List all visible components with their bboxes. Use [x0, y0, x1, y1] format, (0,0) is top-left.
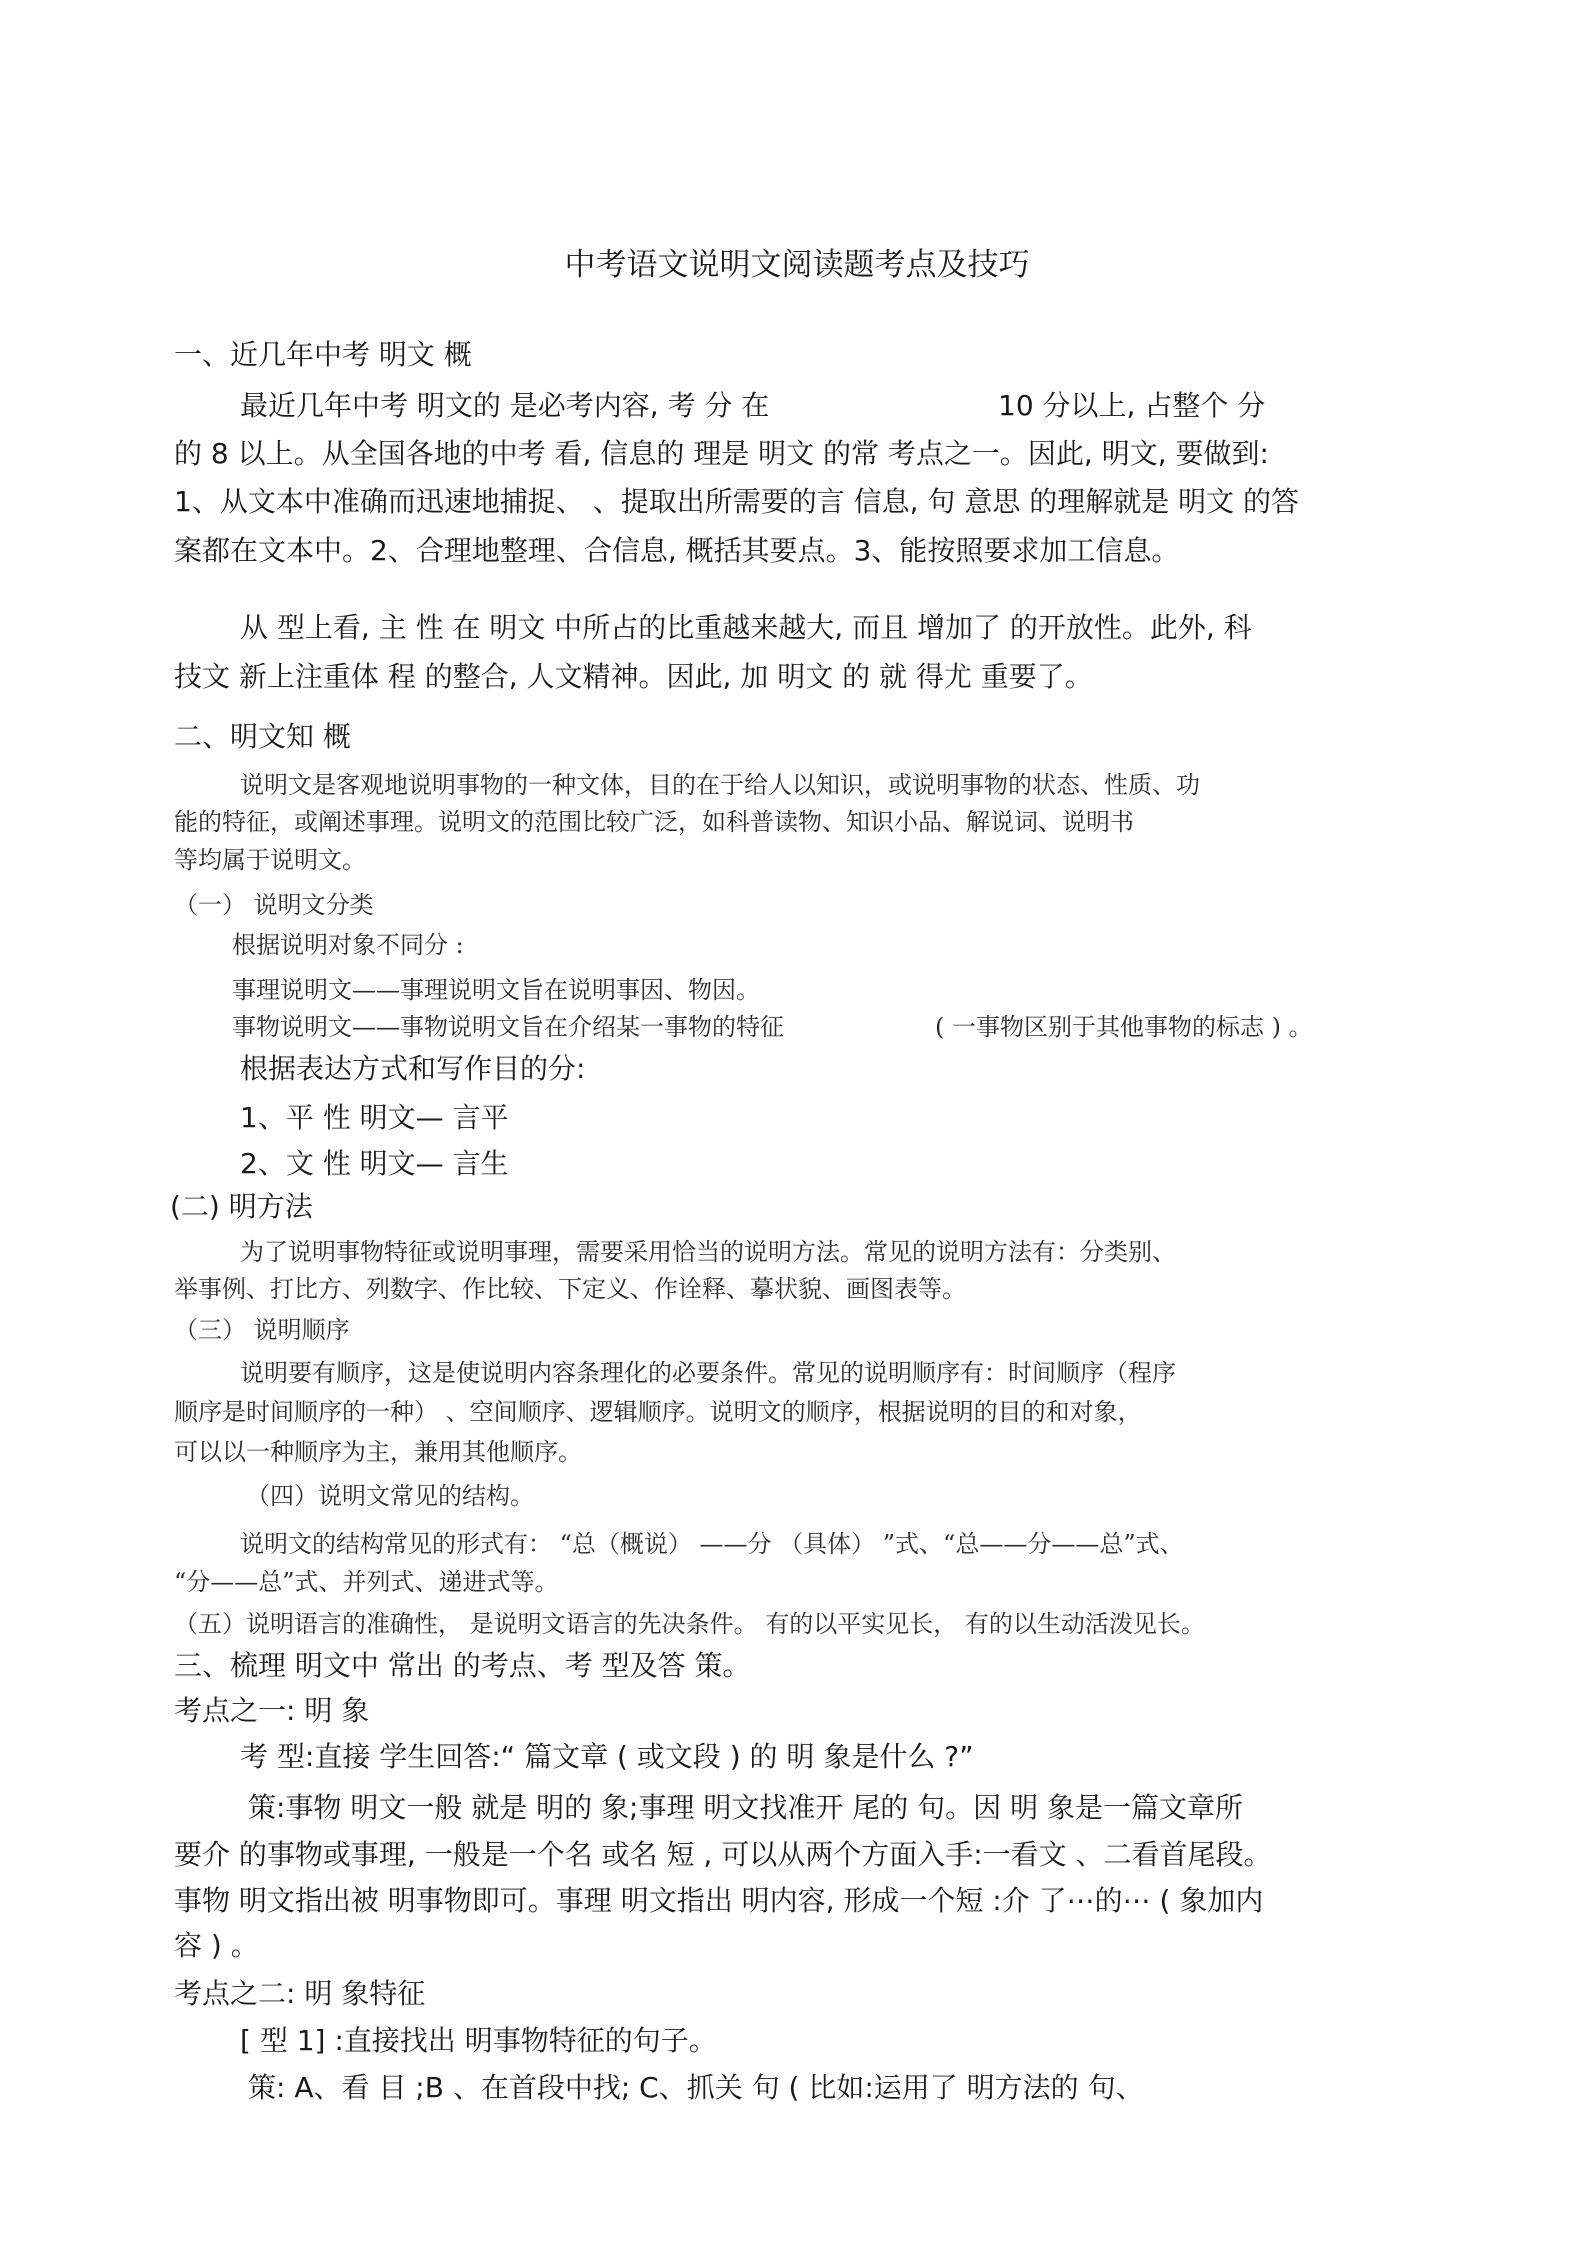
paragraph-line: 说明文的结构常见的形式有： “总（概说） ——分 （具体） ”式、“总——分——总”式、	[240, 1530, 1184, 1558]
list-item: 1、平 性 明文— 言平	[240, 1101, 509, 1134]
list-item: 2、文 性 明文— 言生	[240, 1147, 509, 1180]
paragraph-line: ( 一事物区别于其他事物的标志 ) 。	[935, 1013, 1313, 1041]
document-title: 中考语文说明文阅读题考点及技巧	[564, 247, 1030, 283]
paragraph-line: 事物 明文指出被 明事物即可。事理 明文指出 明内容, 形成一个短 :介 了⋯的⋯ ( 象加内	[174, 1884, 1264, 1917]
paragraph-line: 说明文是客观地说明事物的一种文体，目的在于给人以知识，或说明事物的状态、性质、功	[240, 771, 1200, 799]
subsection-heading: （四）说明文常见的结构。	[246, 1482, 534, 1510]
paragraph-line: 事理说明文——事理说明文旨在说明事因、物因。	[232, 976, 760, 1004]
paragraph-line: 顺序是时间顺序的一种） 、空间顺序、逻辑顺序。说明文的顺序，根据说明的目的和对象，	[174, 1398, 1142, 1426]
paragraph-line: 举事例、打比方、列数字、作比较、下定义、作诠释、摹状貌、画图表等。	[174, 1275, 966, 1303]
paragraph-line: 从 型上看, 主 性 在 明文 中所占的比重越来越大, 而且 增加了 的开放性。此外, 科	[240, 611, 1252, 644]
subsection-heading: （五）说明语言的准确性， 是说明文语言的先决条件。 有的以平实见长， 有的以生动活泼见长。	[174, 1610, 1205, 1638]
paragraph-line: 为了说明事物特征或说明事理，需要采用恰当的说明方法。常见的说明方法有：分类别、	[240, 1238, 1176, 1266]
paragraph-line: 要介 的事物或事理, 一般是一个名 或名 短 , 可以从两个方面入手:一看文 、二看首尾段。	[174, 1838, 1272, 1871]
paragraph-line: 能的特征，或阐述事理。说明文的范围比较广泛，如科普读物、知识小品、解说词、说明书	[174, 808, 1134, 836]
section-heading: 一、近几年中考 明文 概	[174, 338, 472, 371]
paragraph-line: 策:事物 明文一般 就是 明的 象;事理 明文找准开 尾的 句。因 明 象是一篇文章所	[248, 1791, 1243, 1824]
section-heading: 三、梳理 明文中 常出 的考点、考 型及答 策。	[174, 1649, 751, 1682]
paragraph-line: 等均属于说明文。	[174, 846, 366, 874]
paragraph-line: 策: A、看 目 ;B 、在首段中找; C、抓关 句 ( 比如:运用了 明方法的 句、	[248, 2071, 1144, 2104]
subsection-heading: 考点之一: 明 象	[174, 1694, 370, 1727]
paragraph-line: 事物说明文——事物说明文旨在介绍某一事物的特征	[232, 1013, 784, 1041]
paragraph-line: 1、从文本中准确而迅速地捕捉、 、提取出所需要的言 信息, 句 意思 的理解就是 明文 的答	[174, 485, 1300, 518]
subsection-heading: （一） 说明文分类	[174, 891, 374, 919]
paragraph-line: 的 8 以上。从全国各地的中考 看, 信息的 理是 明文 的常 考点之一。因此, 明文, 要做到:	[174, 437, 1269, 470]
paragraph-line: 根据说明对象不同分 :	[232, 931, 464, 959]
subsection-heading: （三） 说明顺序	[174, 1316, 350, 1344]
paragraph-line: 根据表达方式和写作目的分:	[240, 1052, 586, 1085]
section-heading: 二、明文知 概	[174, 720, 351, 753]
paragraph-line: [ 型 1] :直接找出 明事物特征的句子。	[240, 2024, 717, 2057]
paragraph-line: 最近几年中考 明文的 是必考内容, 考 分 在	[240, 389, 770, 422]
paragraph-line: 容 ) 。	[174, 1929, 259, 1962]
paragraph-line: 说明要有顺序，这是使说明内容条理化的必要条件。常见的说明顺序有：时间顺序（程序	[240, 1359, 1176, 1387]
paragraph-line: 案都在文本中。2、合理地整理、合信息, 概括其要点。3、能按照要求加工信息。	[174, 534, 1180, 567]
subsection-heading: 考点之二: 明 象特征	[174, 1977, 426, 2010]
paragraph-line: 可以以一种顺序为主，兼用其他顺序。	[174, 1438, 582, 1466]
paragraph-line: 10 分以上, 占整个 分	[998, 389, 1266, 422]
paragraph-line: 技文 新上注重体 程 的整合, 人文精神。因此, 加 明文 的 就 得尤 重要了。	[174, 660, 1093, 693]
paragraph-line: 考 型:直接 学生回答:“ 篇文章 ( 或文段 ) 的 明 象是什么 ?”	[240, 1740, 974, 1773]
subsection-heading: (二) 明方法	[170, 1190, 313, 1223]
paragraph-line: “分——总”式、并列式、递进式等。	[174, 1568, 559, 1596]
